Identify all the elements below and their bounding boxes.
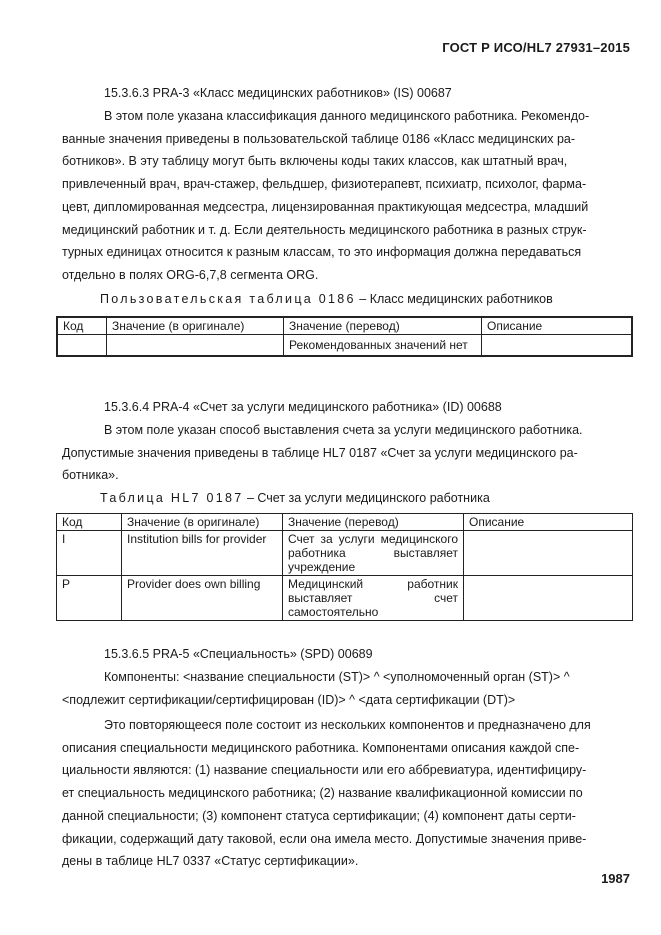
table-cell: Счет за услуги медицинского работника выставляет учреждение xyxy=(283,531,464,576)
table-cell: P xyxy=(57,576,122,621)
section-heading-pra5: 15.3.6.5 PRA-5 «Специальность» (SPD) 00689 xyxy=(104,647,373,661)
text-line: отдельно в полях ORG-6,7,8 сегмента ORG. xyxy=(62,267,319,282)
table-header-row xyxy=(57,514,633,531)
table-cell: I xyxy=(57,531,122,576)
table-0187 xyxy=(56,513,633,621)
table-caption-0186: Пользовательская таблица 0186 – Класс медицинских работников xyxy=(100,292,553,306)
text-line: <подлежит сертификации/сертифицирован (ID)> ^ <дата сертификации (DT)> xyxy=(62,692,516,707)
table-cell xyxy=(482,335,633,357)
text-line: В этом поле указан способ выставления счета за услуги медицинского работника. xyxy=(104,423,583,437)
text-line: медицинский работник и т. д. Если деятельность медицинского работника в разных струк- xyxy=(62,222,587,237)
header-cell: Код xyxy=(57,514,122,531)
table-cell xyxy=(464,576,633,621)
header-cell: Описание xyxy=(482,317,633,335)
table-cell: Медицинский работник выставляет счет самостоятельно xyxy=(283,576,464,621)
text-line: данной специальности; (3) компонент статуса сертификации; (4) компонент даты серти- xyxy=(62,808,576,823)
table-caption-0187: Таблица HL7 0187 – Счет за услуги медицинского работника xyxy=(100,491,490,505)
text-line: ванные значения приведены в пользовательской таблице 0186 «Класс медицинских ра- xyxy=(62,131,576,146)
paragraph-pra4 xyxy=(62,419,631,487)
table-cell xyxy=(57,335,107,357)
table-cell xyxy=(107,335,284,357)
text-line: дены в таблице HL7 0337 «Статус сертификации». xyxy=(62,854,359,869)
header-cell: Значение (перевод) xyxy=(284,317,482,335)
paragraph-pra3 xyxy=(62,105,631,287)
table-0186 xyxy=(56,316,633,357)
table-cell: Provider does own billing xyxy=(122,576,283,621)
table-cell xyxy=(464,531,633,576)
text-line: привлеченный врач, врач-стажер, фельдшер, физиотерапевт, психиатр, психолог, фарма- xyxy=(62,177,587,192)
section-heading-pra4: 15.3.6.4 PRA-4 «Счет за услуги медицинского работника» (ID) 00688 xyxy=(104,400,502,414)
header-cell: Значение (перевод) xyxy=(283,514,464,531)
text-line: Допустимые значения приведены в таблице HL7 0187 «Счет за услуги медицинского ра- xyxy=(62,445,578,460)
page-number: 1987 xyxy=(601,871,630,886)
text-line: описания специальности медицинского работника. Компонентами описания каждой спе- xyxy=(62,740,580,755)
text-line: турных единицах относится к разным классам, то это информация должна передаваться xyxy=(62,245,582,260)
text-line: циальности являются: (1) название специальности или его аббревиатура, идентифициру- xyxy=(62,763,587,778)
header-cell: Код xyxy=(57,317,107,335)
table-row xyxy=(57,335,632,357)
paragraph-pra5 xyxy=(62,714,631,873)
paragraph-pra5-components xyxy=(62,666,631,711)
text-line: Компоненты: <название специальности (ST)> ^ <уполномоченный орган (ST)> ^ xyxy=(104,670,570,684)
table-row xyxy=(57,531,633,576)
table-cell: Рекомендованных значений нет xyxy=(284,335,482,357)
text-line: цевт, дипломированная медсестра, лицензированная практикующая медсестра, младший xyxy=(62,199,589,214)
text-line: ет специальность медицинского работника; (2) название квалификационной комиссии по xyxy=(62,786,583,801)
text-line: фикации, содержащий дату таковой, если она имела место. Допустимые значения приве- xyxy=(62,831,587,846)
table-row xyxy=(57,576,633,621)
header-cell: Значение (в оригинале) xyxy=(122,514,283,531)
section-heading-pra3: 15.3.6.3 PRA-3 «Класс медицинских работников» (IS) 00687 xyxy=(104,86,452,100)
table-cell: Institution bills for provider xyxy=(122,531,283,576)
table-header-row xyxy=(57,317,632,335)
header-cell: Значение (в оригинале) xyxy=(107,317,284,335)
text-line: ботника». xyxy=(62,468,119,483)
text-line: Это повторяющееся поле состоит из нескольких компонентов и предназначено для xyxy=(104,718,591,732)
text-line: В этом поле указана классификация данного медицинского работника. Рекомендо- xyxy=(104,109,590,123)
document-standard-header: ГОСТ Р ИСО/HL7 27931–2015 xyxy=(442,40,630,55)
text-line: ботников». В эту таблицу могут быть включены коды таких классов, как штатный врач, xyxy=(62,154,568,169)
header-cell: Описание xyxy=(464,514,633,531)
